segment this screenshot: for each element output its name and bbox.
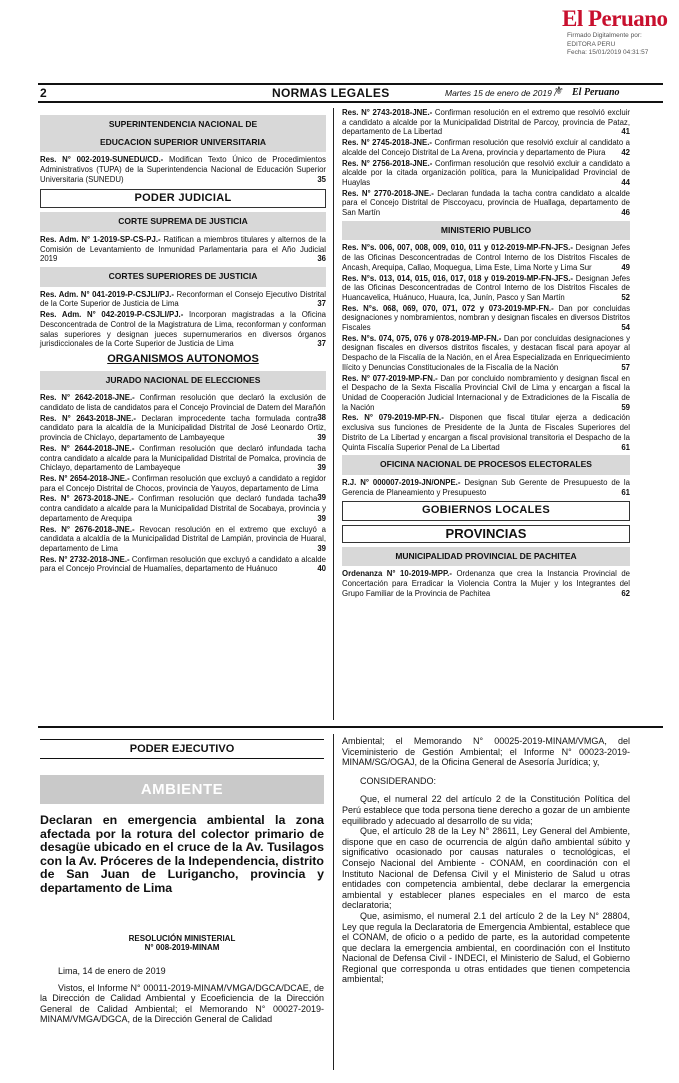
summary-entry [40, 555, 326, 574]
entry-reference: Res. N°s. 074, 075, 076 y 078-2019-MP-FN.- [342, 333, 502, 343]
entry-page-number: 39 [317, 543, 326, 553]
page-number: 2 [40, 86, 47, 100]
summary-entry [40, 310, 326, 349]
summary-entry [342, 374, 630, 413]
entry-reference: Res. Adm. N° 042-2019-P-CSJLI/PJ.- [40, 310, 184, 320]
power-heading: GOBIERNOS LOCALES [342, 501, 630, 521]
summary-entry [40, 235, 326, 264]
summary-entry [342, 569, 630, 598]
entry-reference: Res. N° 079-2019-MP-FN.- [342, 413, 444, 423]
entry-text: Designan Sub Gerente de Presupuesto de la Gerencia de Planeamiento y Presupuesto [342, 477, 630, 497]
article-paragraph: Vistos, el Informe N° 00011-2019-MINAM/VMGA/DGCA/DCAE, de la Dirección de Calidad Ambiental y Ecoeficiencia de la Dirección General de Calidad Ambiental; el Memorando N° 00027-2019-MINAM/VMGA/DGCA, de la Dirección General de Calidad [40, 982, 324, 1025]
entry-page-number: 41 [621, 127, 630, 137]
header-bottom-rule [38, 101, 663, 103]
considerando-heading: CONSIDERANDO: [360, 775, 437, 786]
summary-entry [40, 155, 326, 184]
entry-text: Confirman resolución que excluyó a candidato a regidor para el Concejo Distrital de Chocos, provincia de Yauyos, departamento de Lima [40, 473, 326, 493]
entry-text: Disponen que fiscal titular ejerza a dedicación exclusiva sus funciones de Presidente de la Junta de Fiscales Superiores del Distrito de La Libertad y encargan a fiscal provisional transitoria el Despacho de la Quinta Fiscalía Superior Penal de La Libertad [342, 413, 631, 452]
summary-entry [40, 525, 326, 554]
entry-page-number: 49 [621, 262, 630, 272]
entry-page-number: 59 [621, 402, 630, 412]
entry-text: Modifican Texto Único de Procedimientos Administrativos (TUPA) de la Superintendencia Nacional de Educación Superior Universitaria (SUNEDU) [40, 155, 326, 184]
signature-line: Fecha: 15/01/2019 04:31:57 [567, 49, 649, 56]
entry-text: Designan Jefes de las Oficinas Desconcentradas de Control Interno de los Distritos Fiscales de Ancash, Arequipa, Callao, Moquegua, Lima Este, Lima Norte y Lima Sur [342, 243, 630, 272]
issue-date: Martes 15 de enero de 2019 / [445, 88, 557, 98]
entry-page-number: 42 [621, 147, 630, 157]
summary-entry [342, 243, 630, 272]
entry-page-number: 39 [317, 513, 326, 523]
entry-reference: Res. N° 077-2019-MP-FN.- [342, 373, 438, 383]
entry-text: Dan por concluido nombramiento y designan fiscal en el Despacho de la Sexta Fiscalía Provincial Civil de Lima y encargan a fiscal la Unidad de Cooperación Judicial Internacional y de Extradiciones de la Fiscalía de la Nación [342, 373, 630, 412]
newspaper-logo: El Peruano [562, 6, 668, 31]
summary-entry [342, 478, 630, 497]
article-body-right [342, 736, 630, 985]
summary-entry [342, 274, 630, 303]
entry-text: Ratifican a miembros titulares y alternos de la Comisión de Levantamiento de Inmunidad Parlamentaria para el Año Judicial 2019 [40, 234, 326, 264]
institution-heading: CORTE SUPREMA DE JUSTICIA [40, 212, 326, 232]
sector-heading: AMBIENTE [40, 775, 324, 804]
entry-text: Dan por concluidas designaciones y designan fiscales en diversos distritos fiscales, y destacan fiscal para apoyar al Despacho de la Fiscalía de la Nación, en el Área Especializada en Enriquecimiento Ilícito y Denuncias Constitucionales de la Fiscalía de la Nación [342, 333, 630, 372]
entry-text: Confirman resolución que resolvió excluir a candidato a alcalde por la citada organización política, para la Municipalidad Provincial de Huaylas [342, 158, 630, 187]
entry-page-number: 52 [621, 292, 630, 302]
entry-text: Confirman resolución que declaró la exclusión de candidato de lista de candidatos para el Concejo Provincial de Datem del Marañón [40, 393, 326, 413]
article-paragraph: Que, el numeral 22 del artículo 2 de la Constitución Política del Perú establece que toda persona tiene derecho a gozar de un ambiente equilibrado y adecuado al desarrollo de su vida; [342, 794, 630, 826]
entry-text: Confirman resolución que declaró infundada tacha contra candidato a alcalde para la Municipalidad Distrital de Pomalca, provincia de Chiclayo, departamento de Lambayeque [40, 443, 326, 473]
article-body-left [40, 966, 324, 1025]
entry-text: Confirman resolución que resolvió excluir al candidato a alcalde del Concejo Distrital de La Arena, provincia y departamento de Piura [342, 138, 630, 157]
signature-line: Firmado Digitalmente por: [567, 32, 642, 39]
entry-text: Confirman resolución en el extremo que resolvió excluir a candidato a alcalde por la Municipalidad Distrital de Parcoy, provincia de Pataz, departamento de La Libertad [342, 108, 630, 137]
entry-reference: Res. N° 2770-2018-JNE.- [342, 188, 434, 198]
entry-page-number: 35 [317, 174, 326, 184]
institution-heading-line: SUPERINTENDENCIA NACIONAL DE [108, 119, 258, 129]
entry-reference: Res. N° 2676-2018-JNE.- [40, 524, 135, 534]
summary-separator [38, 726, 663, 728]
entry-reference: Ordenanza N° 10-2019-MPP.- [342, 569, 452, 579]
entry-reference: Res. N° 2756-2018-JNE.- [342, 158, 433, 168]
entry-reference: Res. N° 2643-2018-JNE.- [40, 413, 137, 423]
institution-heading-line: EDUCACION SUPERIOR UNIVERSITARIA [99, 136, 267, 147]
entry-text: Dan por concluidas designaciones y nombramientos, nombran y designan fiscales en diversos Distritos Fiscales [342, 303, 630, 333]
summary-entry [342, 138, 630, 157]
summary-entry [342, 413, 630, 452]
entry-page-number: 36 [317, 254, 326, 264]
institution-heading: MINISTERIO PUBLICO [342, 221, 630, 241]
entry-text: Reconforman el Consejo Ejecutivo Distrital de la Corte Superior de Justicia de Lima [40, 289, 326, 309]
summary-entry [342, 189, 630, 218]
resolution-code: N° 008-2019-MINAM [144, 943, 220, 952]
entry-page-number: 61 [621, 487, 630, 497]
summary-entry [342, 159, 630, 188]
entry-page-number: 61 [621, 442, 630, 452]
entry-text: Incorporan magistradas a la Oficina Desconcentrada de Control de la Magistratura de Lima, reconforman y conforman salas superiores y designan jueces supernumerarios en diversos órganos jurisdiccionales de la Corte Superior de Justicia de Lima [40, 310, 326, 349]
institution-heading: OFICINA NACIONAL DE PROCESOS ELECTORALES [342, 455, 630, 475]
entry-page-number: 44 [621, 177, 630, 187]
article-paragraph: Que, asimismo, el numeral 2.1 del artículo 2 de la Ley N° 28804, Ley que regula la Declaratoria de Emergencia Ambiental, establece que el CONAM, de oficio o a pedido de parte, es la autoridad competente que declara la emergencia ambiental, en coordinación con el Instituto Nacional de Defensa Civil - INDECI, el Ministerio de Salud, el Gobierno Regional que corresponda u otras entidades que tienen competencia ambiental; [342, 910, 630, 985]
entry-text: Confirman resolución que excluyó a candidato a alcalde para el Concejo Provincial de Huamalíes, departamento de Huánuco [40, 554, 326, 574]
entry-text: Confirman resolución que declaró fundada tacha contra candidato a alcalde para la Municipalidad Distrital de Socabaya, provincia y departamento de Arequipa [40, 494, 326, 523]
entry-text: Designan Jefes de las Oficinas Desconcentradas de Control Interno de los Distritos Fiscales de Huancavelica, Huánuco, Huaura, Ica, Junín, Pasco y San Martín [342, 273, 631, 302]
resolution-label: RESOLUCIÓN MINISTERIAL [128, 934, 236, 943]
summary-entry [40, 444, 326, 473]
header-brand: El Peruano [572, 87, 620, 98]
power-heading: PODER JUDICIAL [40, 189, 326, 209]
entry-page-number: 39 [317, 463, 326, 473]
article-column-divider [333, 734, 334, 1070]
section-title: NORMAS LEGALES [272, 86, 390, 100]
column-divider [333, 108, 334, 720]
signature-line: EDITORA PERU [567, 40, 616, 48]
entry-page-number: 40 [317, 564, 326, 574]
summary-left-column [40, 112, 326, 575]
entry-reference: Res. N° 002-2019-SUNEDU/CD.- [40, 155, 164, 165]
summary-entry [40, 414, 326, 443]
institution-heading: MUNICIPALIDAD PROVINCIAL DE PACHITEA [342, 547, 630, 567]
institution-heading [40, 115, 326, 152]
entry-page-number: 39 [317, 493, 326, 503]
entry-reference: Res. N° 2644-2018-JNE.- [40, 443, 135, 453]
article-date: Lima, 14 de enero de 2019 [58, 966, 166, 976]
entry-reference: R.J. N° 000007-2019-JN/ONPE.- [342, 477, 461, 487]
entry-text: Declaran fundada la tacha contra candidato a alcalde para el Concejo Distrital de Pisccoyacu, provincia de Huallaga, departamento de San Martín [342, 188, 630, 218]
institution-heading: JURADO NACIONAL DE ELECCIONES [40, 371, 326, 391]
power-heading: ORGANISMOS AUTONOMOS [107, 352, 259, 365]
entry-page-number: 37 [317, 299, 326, 309]
entry-page-number: 37 [317, 339, 326, 349]
entry-reference: Res. N°s. 068, 069, 070, 071, 072 y 073-2019-MP-FN.- [342, 303, 554, 313]
article-title: Declaran en emergencia ambiental la zona afectada por la rotura del colector primario de desagüe ubicado en el cruce de la Av. Tusilagos con la Av. Próceres de la Independencia, distrito de San Juan de Lurigancho, provincia y departamento de Lima [40, 813, 324, 895]
entry-text: Declaran improcedente tacha formulada contra candidato para la alcaldía de la Municipalidad Distrital de José Leonardo Ortiz, provincia de Chiclayo, departamento de Lambayeque [40, 413, 326, 443]
entry-reference: Res. N°s. 013, 014, 015, 016, 017, 018 y 019-2019-MP-FN-JFS.- [342, 273, 574, 283]
summary-entry [40, 290, 326, 309]
entry-text: Ordenanza que crea la Instancia Provincial de Concertación para Erradicar la Violencia Contra la Mujer y los Integrantes del Grupo Familiar de la Provincia de Pachitea [342, 569, 630, 598]
entry-reference: Res. N° 2654-2018-JNE.- [40, 473, 130, 483]
entry-page-number: 38 [317, 412, 326, 422]
article-paragraph: Ambiental; el Memorando N° 00025-2019-MINAM/VMGA, del Viceministerio de Gestión Ambiental; el Informe N° 00023-2019-MINAM/SG/OGAJ, de la Oficina General de Asesoría Jurídica; y, [342, 736, 630, 768]
entry-text: Revocan resolución en el extremo que excluyó a candidata a alcaldía de la Municipalidad Distrital de Lampián, provincia de Huaral, departamento de Lima [40, 524, 326, 553]
summary-entry [342, 108, 630, 137]
entry-page-number: 39 [317, 433, 326, 443]
entry-reference: Res. Adm. N° 1-2019-SP-CS-PJ.- [40, 234, 161, 244]
entry-reference: Res. N° 2732-2018-JNE.- [40, 554, 130, 564]
entry-reference: Res. N° 2745-2018-JNE.- [342, 138, 432, 148]
entry-page-number: 62 [621, 588, 630, 598]
institution-heading: CORTES SUPERIORES DE JUSTICIA [40, 267, 326, 287]
entry-reference: Res. N° 2642-2018-JNE.- [40, 393, 135, 403]
summary-right-column [342, 108, 630, 600]
entry-reference: Res. N° 2743-2018-JNE.- [342, 108, 433, 117]
entry-reference: Res. N° 2673-2018-JNE.- [40, 494, 134, 504]
entry-page-number: 46 [621, 208, 630, 218]
coat-of-arms-icon: ⚜ [554, 85, 564, 97]
resolution-number [40, 934, 324, 952]
entry-page-number: 54 [621, 323, 630, 333]
entry-reference: Res. N°s. 006, 007, 008, 009, 010, 011 y 012-2019-MP-FN-JFS.- [342, 243, 573, 253]
summary-entry [342, 304, 630, 333]
summary-entry [342, 334, 630, 373]
entry-reference: Res. Adm. N° 041-2019-P-CSJLI/PJ.- [40, 289, 175, 299]
subsection-heading: PROVINCIAS [342, 525, 630, 543]
summary-entry [40, 494, 326, 523]
entry-page-number: 57 [621, 362, 630, 372]
digital-signature [567, 32, 648, 58]
article-paragraph: Que, el artículo 28 de la Ley N° 28611, Ley General del Ambiente, dispone que en caso de ocurrencia de algún daño ambiental súbito y significativo ocasionado por causas naturales o tecnológicas, el Consejo Nacional del Ambiente - CONAM, en coordinación con el Instituto Nacional de Defensa Civil y el Ministerio de Salud u otras entidades con competencia ambiental, debe declarar la emergencia ambiental y establecer planes especiales en el marco de esta declaratoria; [342, 826, 630, 911]
header-top-rule [38, 83, 663, 85]
executive-heading: PODER EJECUTIVO [40, 739, 324, 759]
